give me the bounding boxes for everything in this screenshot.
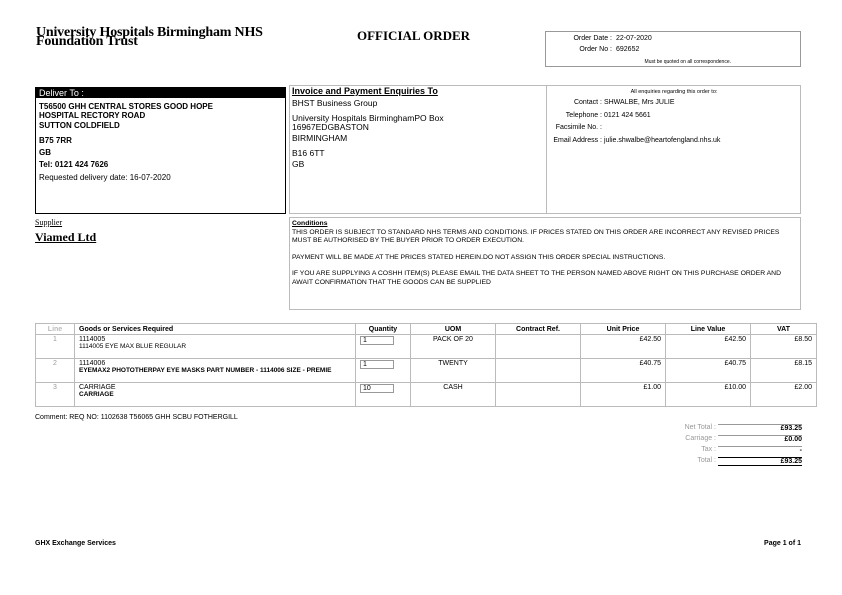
tax-value: - [718,446,802,454]
cell-uom: TWENTY [411,359,496,383]
col-quantity: Quantity [356,324,411,335]
email-value: julie.shwalbe@heartofengland.nhs.uk [603,136,721,144]
deliver-line3: SUTTON COLDFIELD [39,121,120,130]
cell-unit-price: £40.75 [581,359,666,383]
page-number: Page 1 of 1 [764,540,801,547]
net-total-value: £93.25 [718,424,802,432]
order-comment: Comment: REQ NO: 1102638 T56065 GHH SCBU FOTHERGILL [35,414,238,421]
conditions-p2: PAYMENT WILL BE MADE AT THE PRICES STATED HEREIN.DO NOT ASSIGN THIS ORDER SPECIAL INSTRUCTIONS. [292,253,666,261]
invoice-line2: University Hospitals BirminghamPO Box [292,113,444,123]
conditions-p1: THIS ORDER IS SUBJECT TO STANDARD NHS TERMS AND CONDITIONS. IF PRICES STATED ON THIS ORDER ARE INCORRECT ANY REVISED PRICES MUST BE AUTHORISED BY THE BUYER PRIOR TO ORDER EXECUTION. [292,228,780,244]
cell-contract [496,383,581,407]
item-desc: 1114005 EYE MAX BLUE REGULAR [79,343,187,350]
net-total-label: Net Total : [684,424,716,431]
col-line: Line [36,324,75,335]
cell-goods [75,359,356,383]
carriage-value: £0.00 [718,435,802,443]
qty-box: 1 [360,336,394,345]
cell-contract [496,335,581,359]
conditions-p3: IF YOU ARE SUPPLYING A COSHH ITEM(S) PLEASE EMAIL THE DATA SHEET TO THE PERSON NAMED ABOVE RIGHT ON THIS PURCHASE ORDER AND AWAIT CONFIRMATION THAT THE GOODS CAN BE SUPPLIED [292,270,781,286]
col-line-value: Line Value [666,324,751,335]
cell-uom: CASH [411,383,496,407]
cell-vat: £2.00 [751,383,817,407]
invoice-country: GB [292,159,305,169]
order-date: 22-07-2020 [616,35,652,42]
cell-line-value: £40.75 [666,359,751,383]
qty-box: 10 [360,384,394,393]
order-date-label: Order Date : [573,35,612,42]
cell-vat: £8.15 [751,359,817,383]
cell-goods [75,335,356,359]
deliver-tel: Tel: 0121 424 7626 [39,160,109,169]
invoice-postcode: B16 6TT [292,148,325,158]
col-contract: Contract Ref. [496,324,581,335]
cell-quantity [356,359,411,383]
order-no: 692652 [616,46,640,53]
footer-provider: GHX Exchange Services [35,540,116,547]
email-label: Email Address : [553,136,602,144]
cell-quantity [356,335,411,359]
col-goods: Goods or Services Required [75,324,356,335]
table-row [36,335,817,359]
fax-label: Facsimile No. : [555,124,602,131]
order-no-label: Order No : [579,46,612,53]
supplier-label: Supplier [35,218,63,227]
cell-quantity [356,383,411,407]
cell-contract [496,359,581,383]
cell-line: 2 [36,359,75,383]
deliver-to-title: Deliver To : [36,88,285,98]
deliver-line1: T56500 GHH CENTRAL STORES GOOD HOPE [39,102,213,111]
table-row [36,383,817,407]
totals-block [660,424,802,468]
deliver-country: GB [39,148,51,157]
col-vat: VAT [751,324,817,335]
document-title: OFFICIAL ORDER [357,28,471,43]
enquiry-note: All enquiries regarding this order to: [630,89,718,95]
cell-line: 1 [36,335,75,359]
contact-label: Contact : [573,99,602,106]
col-uom: UOM [411,324,496,335]
cell-line: 3 [36,383,75,407]
conditions-title: Conditions [292,220,328,227]
total-value: £93.25 [718,457,802,466]
qty-box: 1 [360,360,394,369]
supplier-name: Viamed Ltd [35,230,97,244]
org-name: University Hospitals Birmingham NHS Foundation Trust [36,25,263,49]
total-label: Total : [697,457,716,464]
table-row [36,359,817,383]
cell-unit-price: £1.00 [581,383,666,407]
telephone-label: Telephone : [565,111,602,119]
cell-line-value: £10.00 [666,383,751,407]
requested-delivery-date: Requested delivery date: 16-07-2020 [39,173,171,182]
order-info-box [545,31,801,67]
cell-line-value: £42.50 [666,335,751,359]
item-desc: CARRIAGE [79,391,114,398]
tax-label: Tax : [701,446,716,453]
item-code: CARRIAGE [79,384,116,391]
cell-unit-price: £42.50 [581,335,666,359]
invoice-line1: BHST Business Group [292,98,378,108]
cell-vat: £8.50 [751,335,817,359]
invoice-line4: BIRMINGHAM [292,133,348,143]
invoice-line3: 16967EDGBASTON [292,122,369,132]
col-unit-price: Unit Price [581,324,666,335]
telephone-value: 0121 424 5661 [603,111,651,119]
table-header-row [36,324,817,335]
order-note: Must be quoted on all correspondence. [644,59,731,65]
deliver-postcode: B75 7RR [39,136,72,145]
invoice-box [289,85,801,214]
cell-goods [75,383,356,407]
conditions-box [289,217,801,310]
order-items-table [35,323,817,407]
item-desc: EYEMAX2 PHOTOTHERPAY EYE MASKS PART NUMBER - 1114006 SIZE - PREMIE [79,367,332,374]
carriage-label: Carriage : [685,435,716,442]
invoice-title: Invoice and Payment Enquiries To [292,86,438,96]
contact-value: SHWALBE, Mrs JULIE [603,99,675,106]
item-code: 1114006 [79,360,106,367]
deliver-line2: HOSPITAL RECTORY ROAD [39,111,146,120]
cell-uom: PACK OF 20 [411,335,496,359]
invoice-divider [546,86,547,213]
deliver-to-box [35,87,286,214]
item-code: 1114005 [79,336,106,343]
